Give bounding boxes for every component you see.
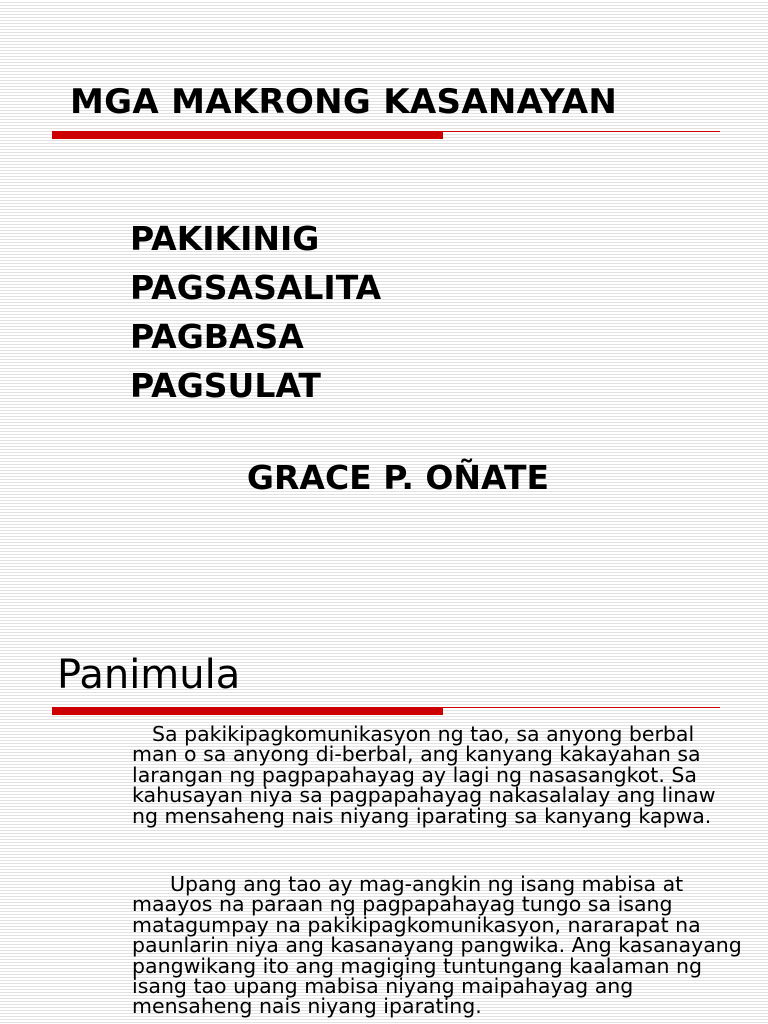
slide-title: Panimula (57, 652, 241, 698)
skill-item-pagbasa: PAGBASA (130, 317, 304, 356)
author-name: GRACE P. OÑATE (246, 458, 550, 497)
title-accent-line (443, 131, 720, 132)
title-accent-line (443, 707, 720, 708)
body-paragraph: Sa pakikipagkomunikasyon ng tao, sa anyong berbal man o sa anyong di-berbal, ang kanyang kakayahan sa larangan ng pagpapahayag ay lagi ng nasasangkot. Sa kahusayan niya sa pagpapahayag nakasalalay ang linaw ng mensaheng nais niyang iparating sa kanyang kapwa. (132, 722, 716, 828)
content-slide (0, 512, 768, 1024)
body-paragraph: Upang ang tao ay mag-angkin ng isang mabisa at maayos na paraan ng pagpapahayag tungo sa isang matagumpay na pakikipagkomunikasyon, nararapat na paunlarin niya ang kasanayang pangwika. Ang kasanayang pangwikang ito ang magiging tuntungang kaalaman ng isang tao upang mabisa niyang maipahayag ang mensaheng nais niyang iparating. (132, 872, 742, 1019)
slide-title: MGA MAKRONG KASANAYAN (70, 82, 618, 122)
skills-list (130, 214, 381, 410)
skill-item-pakikinig: PAKIKINIG (130, 219, 320, 258)
skill-item-pagsasalita: PAGSASALITA (130, 268, 382, 307)
title-accent-bar (52, 131, 443, 139)
title-accent-bar (52, 707, 443, 715)
skill-item-pagsulat: PAGSULAT (130, 366, 321, 405)
